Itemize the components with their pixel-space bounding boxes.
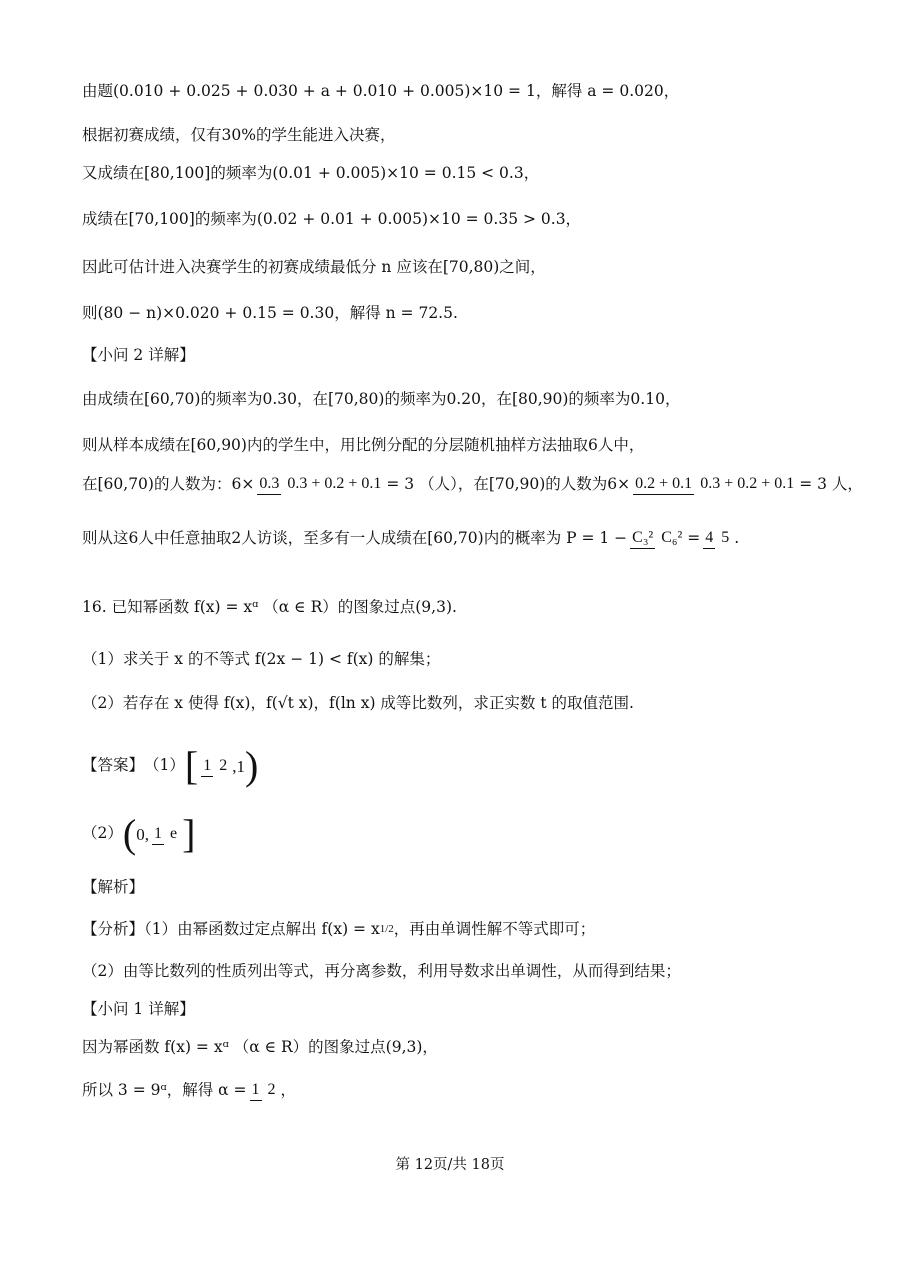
answer-tag: 【答案】 (82, 756, 145, 775)
line-text: 由成绩在[60,70)的频率为0.30，在[70,80)的频率为0.20，在[80,90)的频率为0.10， (82, 390, 681, 408)
answer-part-2 (82, 811, 840, 856)
left-bracket: [ (184, 743, 199, 788)
solution-line-8 (82, 392, 840, 408)
line-text: 由题(0.010 + 0.025 + 0.030 + a + 0.010 + 0.005)×10 = 1，解得 a = 0.020， (82, 82, 680, 100)
numerator: C₃² (630, 530, 655, 549)
page-footer: 第 12页/共 18页 (395, 1157, 505, 1173)
line-text: 则(80 − n)×0.020 + 0.15 = 0.30，解得 n = 72.5. (82, 304, 458, 322)
question-16-part-1 (82, 652, 840, 668)
denominator: 0.3 + 0.2 + 0.1 (287, 475, 382, 492)
line-text: 【分析】（1）由幂函数过定点解出 f(x) = x (82, 920, 380, 938)
line-text: 成绩在[70,100]的频率为(0.02 + 0.01 + 0.005)×10 = 0.35 > 0.3， (82, 210, 582, 228)
line-text: = 3 （人），在[70,90)的人数为6× (386, 474, 631, 493)
numerator: 1 (152, 826, 164, 845)
line-text: 则从这6人中任意抽取2人访谈，至多有一人成绩在[60,70)内的概率为 P = 1 − (82, 528, 628, 547)
exponent: 1/2 (379, 923, 394, 936)
line-text: （2）由等比数列的性质列出等式，再分离参数，利用导数求出单调性，从而得到结果； (82, 962, 681, 980)
fraction (633, 474, 796, 495)
solution-line-9 (82, 438, 840, 454)
line-text: 则从样本成绩在[60,90)内的学生中，用比例分配的分层随机抽样方法抽取6人中， (82, 436, 645, 454)
solution-line-2 (82, 128, 840, 144)
fraction (250, 1080, 278, 1101)
question-text: （2）若存在 x 使得 f(x)，f(√t x)，f(ln x) 成等比数列，求正实数 t 的取值范围. (82, 694, 634, 712)
analysis-heading (82, 880, 840, 896)
line-text: 所以 3 = 9ᵅ，解得 α = (82, 1080, 247, 1099)
heading-text: 【小问 2 详解】 (82, 346, 195, 364)
answer-part-1 (82, 743, 840, 788)
line-text: 在[60,70)的人数为：6× (82, 474, 255, 493)
line-text: 因此可估计进入决赛学生的初赛成绩最低分 n 应该在[70,80)之间， (82, 258, 546, 276)
fraction (152, 824, 179, 845)
fraction (257, 474, 383, 495)
left-paren: ( (122, 811, 137, 856)
numerator: 4 (703, 530, 715, 549)
line-text: = 3 人， (799, 474, 863, 493)
denominator: 2 (219, 756, 228, 774)
fraction (630, 528, 684, 549)
sub-question-2-heading (82, 348, 840, 364)
solution-step-2 (82, 1080, 840, 1101)
question-16-stem (82, 600, 840, 616)
interval-start: 0, (136, 824, 149, 844)
analysis-line-2 (82, 964, 840, 980)
question-text: （1）求关于 x 的不等式 f(2x − 1) < f(x) 的解集； (82, 650, 441, 668)
line-text: ， (280, 1080, 297, 1099)
solution-line-5 (82, 260, 840, 276)
numerator: 1 (201, 758, 213, 777)
solution-line-1 (82, 84, 840, 100)
fraction (201, 756, 229, 777)
denominator: C₆² (661, 529, 683, 546)
solution-line-4 (82, 212, 840, 228)
numerator: 0.3 (257, 476, 281, 495)
heading-text: 【小问 1 详解】 (82, 1000, 195, 1018)
heading-text: 【解析】 (82, 878, 145, 896)
denominator: 2 (267, 1081, 276, 1098)
interval-end: ,1 (232, 756, 245, 776)
part-label: （1） (144, 756, 185, 775)
solution-line-6 (82, 306, 840, 322)
equals-sign: = (687, 528, 701, 547)
denominator: e (169, 824, 178, 842)
line-text: ，再由单调性解不等式即可； (393, 920, 596, 938)
right-paren: ) (244, 743, 259, 788)
solution-line-3 (82, 166, 840, 182)
solution-line-11 (82, 528, 840, 549)
denominator: 5 (721, 529, 730, 546)
line-text: 根据初赛成绩，仅有30%的学生能进入决赛， (82, 126, 396, 144)
question-text: 16. 已知幂函数 f(x) = xᵅ （α ∈ R）的图象过点(9,3). (82, 598, 457, 616)
fraction (703, 528, 731, 549)
numerator: 1 (250, 1082, 262, 1101)
analysis-line-1 (82, 922, 840, 938)
part-label: （2） (82, 824, 123, 843)
right-bracket: ] (182, 811, 196, 856)
sub-question-1-heading (82, 1002, 840, 1018)
solution-step-1 (82, 1040, 840, 1056)
line-text: 又成绩在[80,100]的频率为(0.01 + 0.005)×10 = 0.15 < 0.3， (82, 164, 540, 182)
period: . (734, 528, 740, 547)
line-text: 因为幂函数 f(x) = xᵅ （α ∈ R）的图象过点(9,3)， (82, 1038, 438, 1056)
denominator: 0.3 + 0.2 + 0.1 (700, 475, 795, 492)
solution-line-10 (82, 474, 863, 495)
question-16-part-2 (82, 696, 840, 712)
numerator: 0.2 + 0.1 (633, 476, 694, 495)
